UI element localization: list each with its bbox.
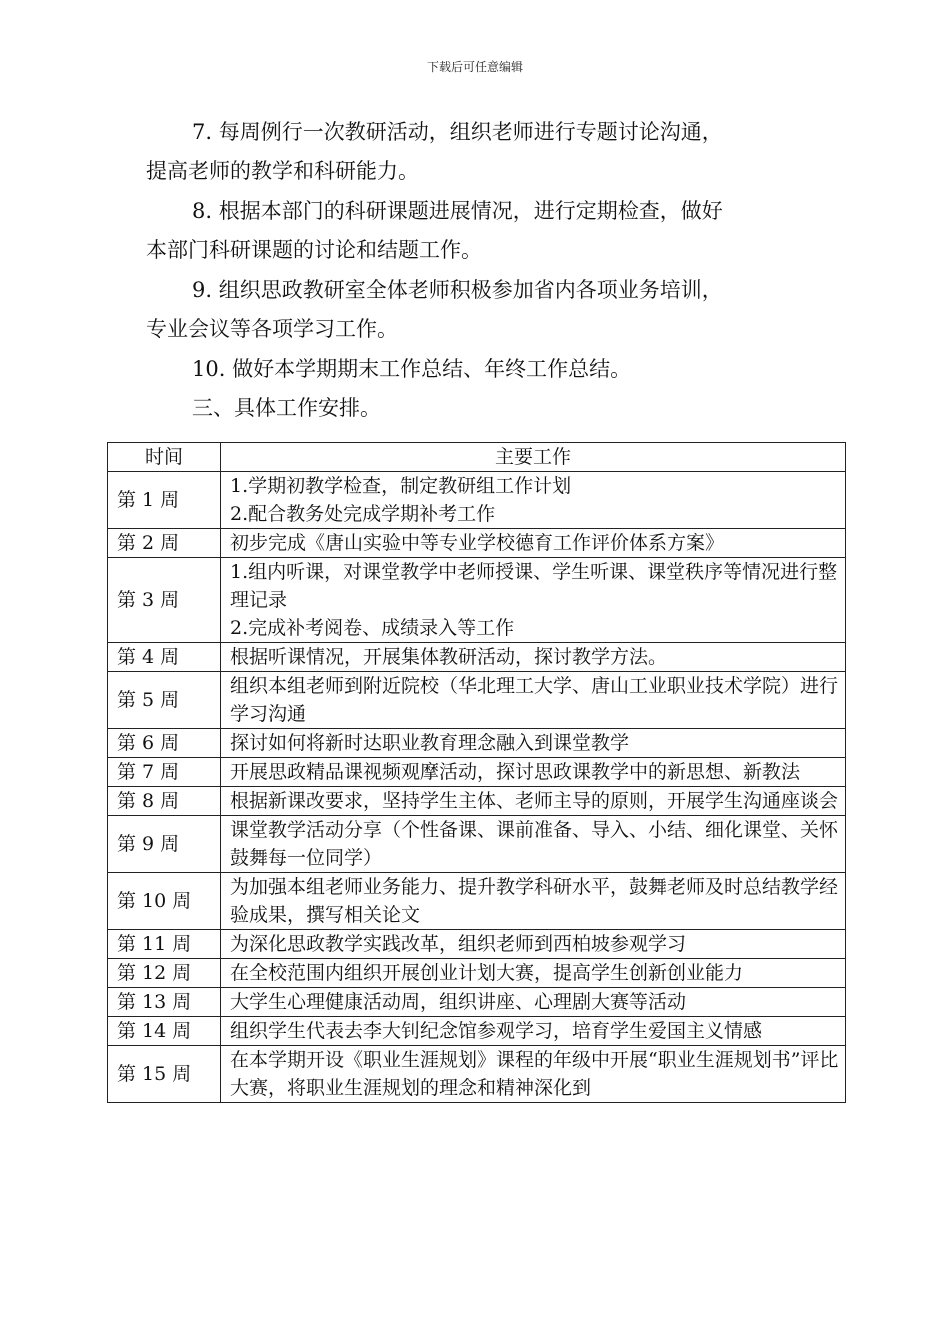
work-item: 在本学期开设《职业生涯规划》课程的年级中开展“职业生涯规划书”评比大赛，将职业生涯规划的理念和精神深化到 [230, 1049, 839, 1099]
work-cell [221, 787, 846, 816]
week-cell: 第 13 周 [108, 988, 221, 1017]
table-row [108, 472, 846, 529]
table-row [108, 787, 846, 816]
work-cell [221, 816, 846, 873]
work-cell [221, 1017, 846, 1046]
work-cell [221, 930, 846, 959]
week-cell: 第 15 周 [108, 1046, 221, 1103]
table-header-row [108, 443, 846, 472]
work-item: 开展思政精品课视频观摩活动，探讨思政课教学中的新思想、新教法 [230, 761, 801, 783]
paragraph-line: 9. 组织思政教研室全体老师积极参加省内各项业务培训， [192, 278, 723, 302]
paragraph-8 [146, 192, 836, 270]
work-item: 1.组内听课，对课堂教学中老师授课、学生听课、课堂秩序等情况进行整理记录 [230, 561, 838, 611]
week-cell: 第 5 周 [108, 672, 221, 729]
week-cell: 第 3 周 [108, 558, 221, 643]
table-row [108, 643, 846, 672]
week-cell: 第 6 周 [108, 729, 221, 758]
paragraph-line: 8. 根据本部门的科研课题进展情况，进行定期检查，做好 [192, 199, 723, 223]
schedule-table [107, 442, 846, 1103]
paragraph-line: 本部门科研课题的讨论和结题工作。 [146, 238, 482, 262]
table-row [108, 873, 846, 930]
page-header: 下载后可任意编辑 [426, 60, 523, 74]
work-item: 为加强本组老师业务能力、提升教学科研水平，鼓舞老师及时总结教学经验成果，撰写相关论文 [230, 876, 839, 926]
week-cell: 第 8 周 [108, 787, 221, 816]
work-item: 2.完成补考阅卷、成绩录入等工作 [230, 617, 515, 639]
work-cell [221, 472, 846, 529]
work-item: 大学生心理健康活动周，组织讲座、心理剧大赛等活动 [230, 991, 687, 1013]
work-item: 为深化思政教学实践改革，组织老师到西柏坡参观学习 [230, 933, 687, 955]
work-item: 根据新课改要求，坚持学生主体、老师主导的原则，开展学生沟通座谈会 [230, 790, 839, 812]
work-item: 课堂教学活动分享（个性备课、课前准备、导入、小结、细化课堂、关怀鼓舞每一位同学） [230, 819, 839, 869]
table-row [108, 672, 846, 729]
paragraph-9 [146, 271, 836, 349]
work-cell [221, 729, 846, 758]
paragraph-7 [146, 113, 836, 191]
table-row [108, 959, 846, 988]
work-item: 组织学生代表去李大钊纪念馆参观学习，培育学生爱国主义情感 [230, 1020, 763, 1042]
paragraph-line: 7. 每周例行一次教研活动，组织老师进行专题讨论沟通， [192, 120, 723, 144]
work-cell [221, 959, 846, 988]
work-cell [221, 758, 846, 787]
work-item: 1.学期初教学检查，制定教研组工作计划 [230, 475, 572, 497]
week-cell: 第 7 周 [108, 758, 221, 787]
table-row [108, 988, 846, 1017]
work-cell [221, 643, 846, 672]
table-row [108, 816, 846, 873]
work-item: 根据听课情况，开展集体教研活动，探讨教学方法。 [230, 646, 668, 668]
week-cell: 第 10 周 [108, 873, 221, 930]
table-row [108, 1017, 846, 1046]
paragraph-line: 10. 做好本学期期末工作总结、年终工作总结。 [192, 357, 632, 381]
work-cell [221, 529, 846, 558]
week-cell: 第 1 周 [108, 472, 221, 529]
header-time: 时间 [108, 443, 221, 472]
week-cell: 第 2 周 [108, 529, 221, 558]
work-cell [221, 558, 846, 643]
paragraph-line: 专业会议等各项学习工作。 [146, 317, 398, 341]
work-cell [221, 988, 846, 1017]
table-row [108, 729, 846, 758]
header-work: 主要工作 [221, 443, 846, 472]
week-cell: 第 4 周 [108, 643, 221, 672]
table-row [108, 758, 846, 787]
paragraph-line: 三、具体工作安排。 [192, 396, 381, 420]
paragraph-line: 提高老师的教学和科研能力。 [146, 159, 419, 183]
work-cell [221, 672, 846, 729]
work-item: 初步完成《唐山实验中等专业学校德育工作评价体系方案》 [230, 532, 725, 554]
week-cell: 第 14 周 [108, 1017, 221, 1046]
work-item: 在全校范围内组织开展创业计划大赛，提高学生创新创业能力 [230, 962, 744, 984]
table-row [108, 558, 846, 643]
table-row [108, 930, 846, 959]
work-item: 2.配合教务处完成学期补考工作 [230, 503, 496, 525]
work-cell [221, 873, 846, 930]
section-heading [146, 389, 836, 428]
week-cell: 第 11 周 [108, 930, 221, 959]
table-row [108, 1046, 846, 1103]
work-item: 探讨如何将新时达职业教育理念融入到课堂教学 [230, 732, 630, 754]
work-item: 组织本组老师到附近院校（华北理工大学、唐山工业职业技术学院）进行学习沟通 [230, 675, 839, 725]
work-cell [221, 1046, 846, 1103]
table-row [108, 529, 846, 558]
paragraph-10 [146, 350, 836, 389]
week-cell: 第 9 周 [108, 816, 221, 873]
week-cell: 第 12 周 [108, 959, 221, 988]
table-body [108, 472, 846, 1103]
